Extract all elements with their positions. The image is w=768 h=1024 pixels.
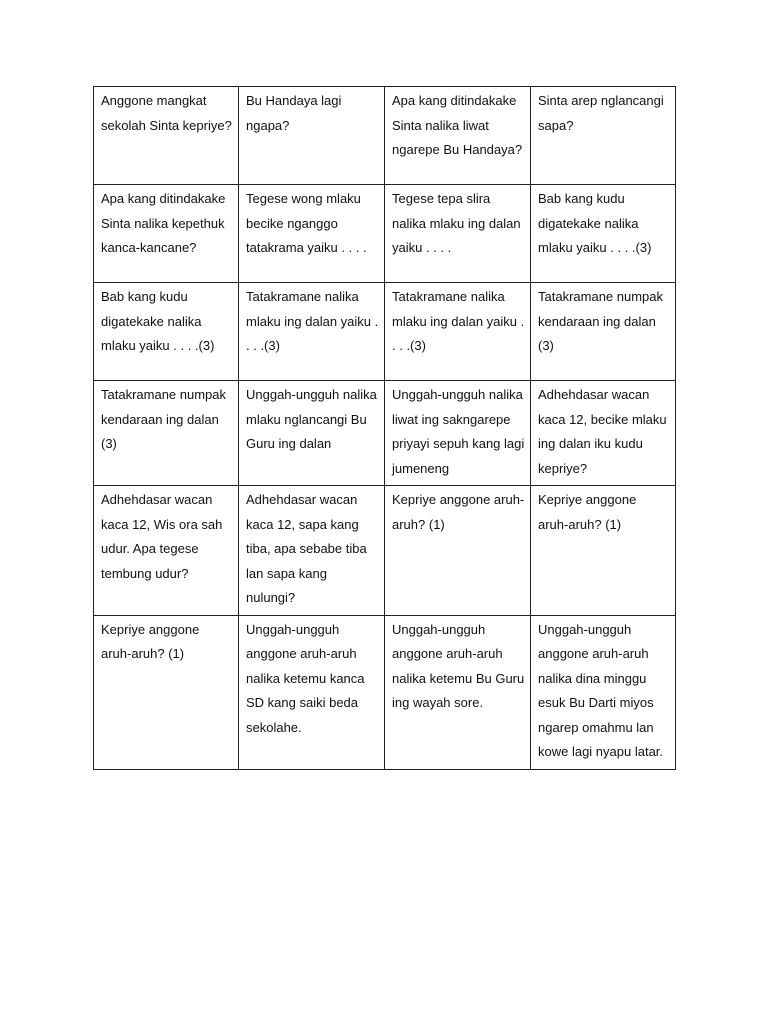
table-cell: Tatakramane numpak kendaraan ing dalan (3) (531, 283, 676, 381)
table-cell: Tatakramane nalika mlaku ing dalan yaiku . . . .(3) (385, 283, 531, 381)
table-cell: Anggone mangkat sekolah Sinta kepriye? (94, 87, 239, 185)
table-row (94, 185, 676, 283)
table-cell: Bab kang kudu digatekake nalika mlaku yaiku . . . .(3) (94, 283, 239, 381)
table-cell: Kepriye anggone aruh-aruh? (1) (385, 486, 531, 616)
table-cell: Tegese wong mlaku becike nganggo tatakrama yaiku . . . . (239, 185, 385, 283)
table-cell: Tatakramane nalika mlaku ing dalan yaiku . . . .(3) (239, 283, 385, 381)
table-cell: Apa kang ditindakake Sinta nalika kepethuk kanca-kancane? (94, 185, 239, 283)
table-row (94, 283, 676, 381)
table-cell: Sinta arep nglancangi sapa? (531, 87, 676, 185)
table-cell: Apa kang ditindakake Sinta nalika liwat ngarepe Bu Handaya? (385, 87, 531, 185)
table-row (94, 381, 676, 486)
table-cell: Bab kang kudu digatekake nalika mlaku yaiku . . . .(3) (531, 185, 676, 283)
table-cell: Bu Handaya lagi ngapa? (239, 87, 385, 185)
table-cell: Unggah-ungguh anggone aruh-aruh nalika ketemu Bu Guru ing wayah sore. (385, 615, 531, 769)
table-cell: Adhehdasar wacan kaca 12, Wis ora sah udur. Apa tegese tembung udur? (94, 486, 239, 616)
table-cell: Kepriye anggone aruh-aruh? (1) (531, 486, 676, 616)
table-cell: Tatakramane numpak kendaraan ing dalan (3) (94, 381, 239, 486)
table-row (94, 87, 676, 185)
table-cell: Adhehdasar wacan kaca 12, sapa kang tiba, apa sebabe tiba lan sapa kang nulungi? (239, 486, 385, 616)
table-cell: Unggah-ungguh nalika mlaku nglancangi Bu Guru ing dalan (239, 381, 385, 486)
table-cell: Adhehdasar wacan kaca 12, becike mlaku ing dalan iku kudu kepriye? (531, 381, 676, 486)
table-cell: Unggah-ungguh anggone aruh-aruh nalika ketemu kanca SD kang saiki beda sekolahe. (239, 615, 385, 769)
table-cell: Kepriye anggone aruh-aruh? (1) (94, 615, 239, 769)
table-cell: Tegese tepa slira nalika mlaku ing dalan yaiku . . . . (385, 185, 531, 283)
table-row (94, 486, 676, 616)
table-cell: Unggah-ungguh anggone aruh-aruh nalika dina minggu esuk Bu Darti miyos ngarep omahmu lan kowe lagi nyapu latar. (531, 615, 676, 769)
table-row (94, 615, 676, 769)
question-table (93, 86, 676, 770)
table-cell: Unggah-ungguh nalika liwat ing sakngarepe priyayi sepuh kang lagi jumeneng (385, 381, 531, 486)
